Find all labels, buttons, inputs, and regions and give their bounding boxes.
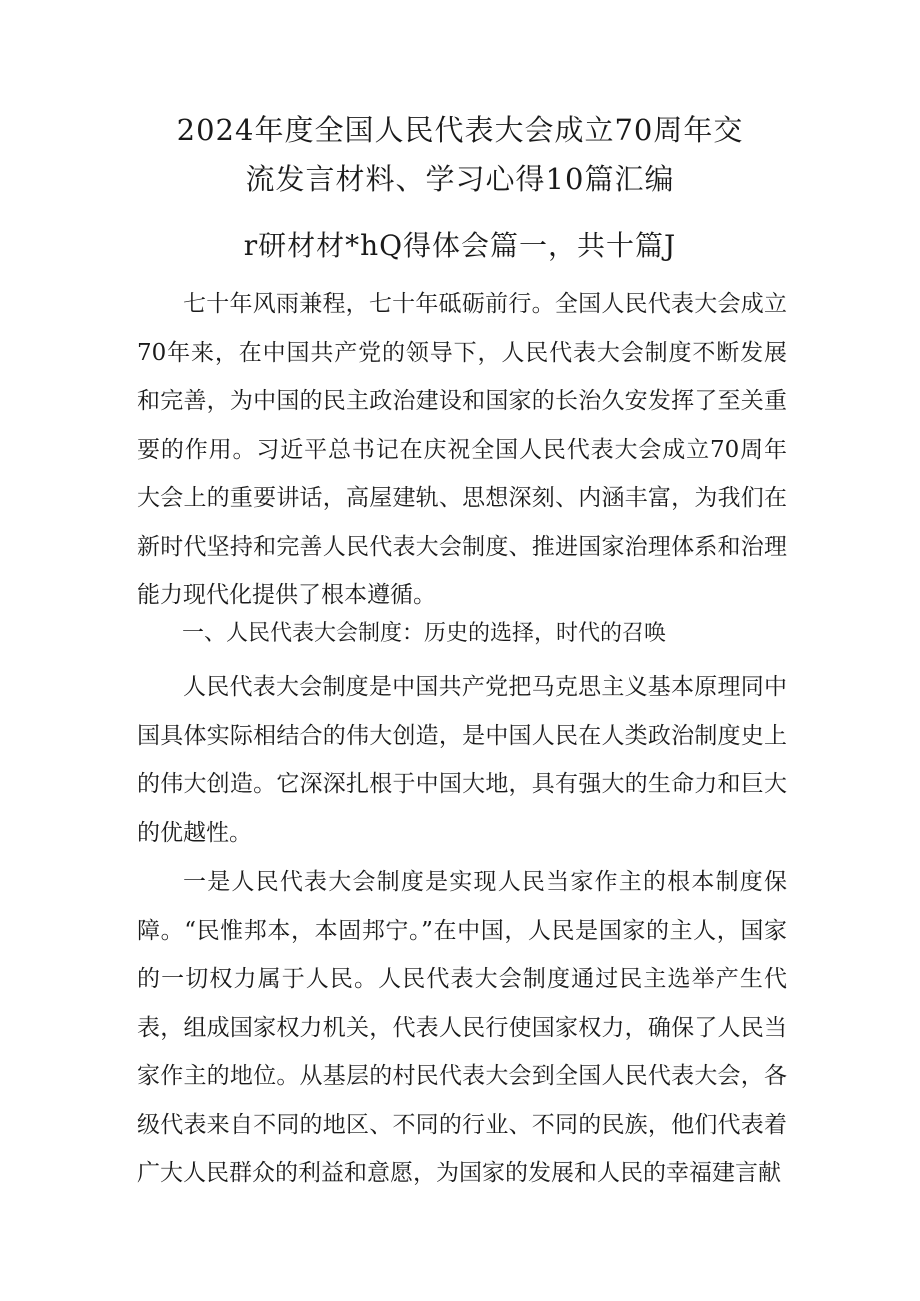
section-paragraph-1: 人民代表大会制度是中国共产党把马克思主义基本原理同中国具体实际相结合的伟大创造，是中国人民在人类政治制度史上的伟大创造。它深深扎根于中国大地，具有强大的生命力和巨大的优越性。 [137, 674, 787, 846]
document-subtitle: r研材材*hQ得体会篇一，共十篇J [243, 229, 677, 262]
document-title-line2: 流发言材料、学习心得10篇汇编 [245, 162, 675, 196]
section-paragraph-2: 一是人民代表大会制度是实现人民当家作主的根本制度保障。“民惟邦本，本固邦宁。”在中国，人民是国家的主人，国家的一切权力属于人民。人民代表大会制度通过民主选举产生代表，组成国家权力机关，代表人民行使国家权力，确保了人民当家作主的地位。从基层的村民代表大会到全国人民代表大会，各级代表来自不同的地区、不同的行业、不同的民族，他们代表着广大人民群众的利益和意愿，为国家的发展和人民的幸福建言献 [137, 869, 787, 1186]
intro-paragraph: 七十年风雨兼程，七十年砥砺前行。全国人民代表大会成立70年来，在中国共产党的领导下，人民代表大会制度不断发展和完善，为中国的民主政治建设和国家的长治久安发挥了至关重要的作用。习近平总书记在庆祝全国人民代表大会成立70周年大会上的重要讲话，高屋建轨、思想深刻、内涵丰富，为我们在新时代坚持和完善人民代表大会制度、推进国家治理体系和治理能力现代化提供了根本遵循。 [137, 291, 787, 608]
document-title-line1: 2024年度全国人民代表大会成立70周年交 [176, 113, 744, 147]
section-heading: 一、人民代表大会制度：历史的选择，时代的召唤 [182, 621, 667, 646]
